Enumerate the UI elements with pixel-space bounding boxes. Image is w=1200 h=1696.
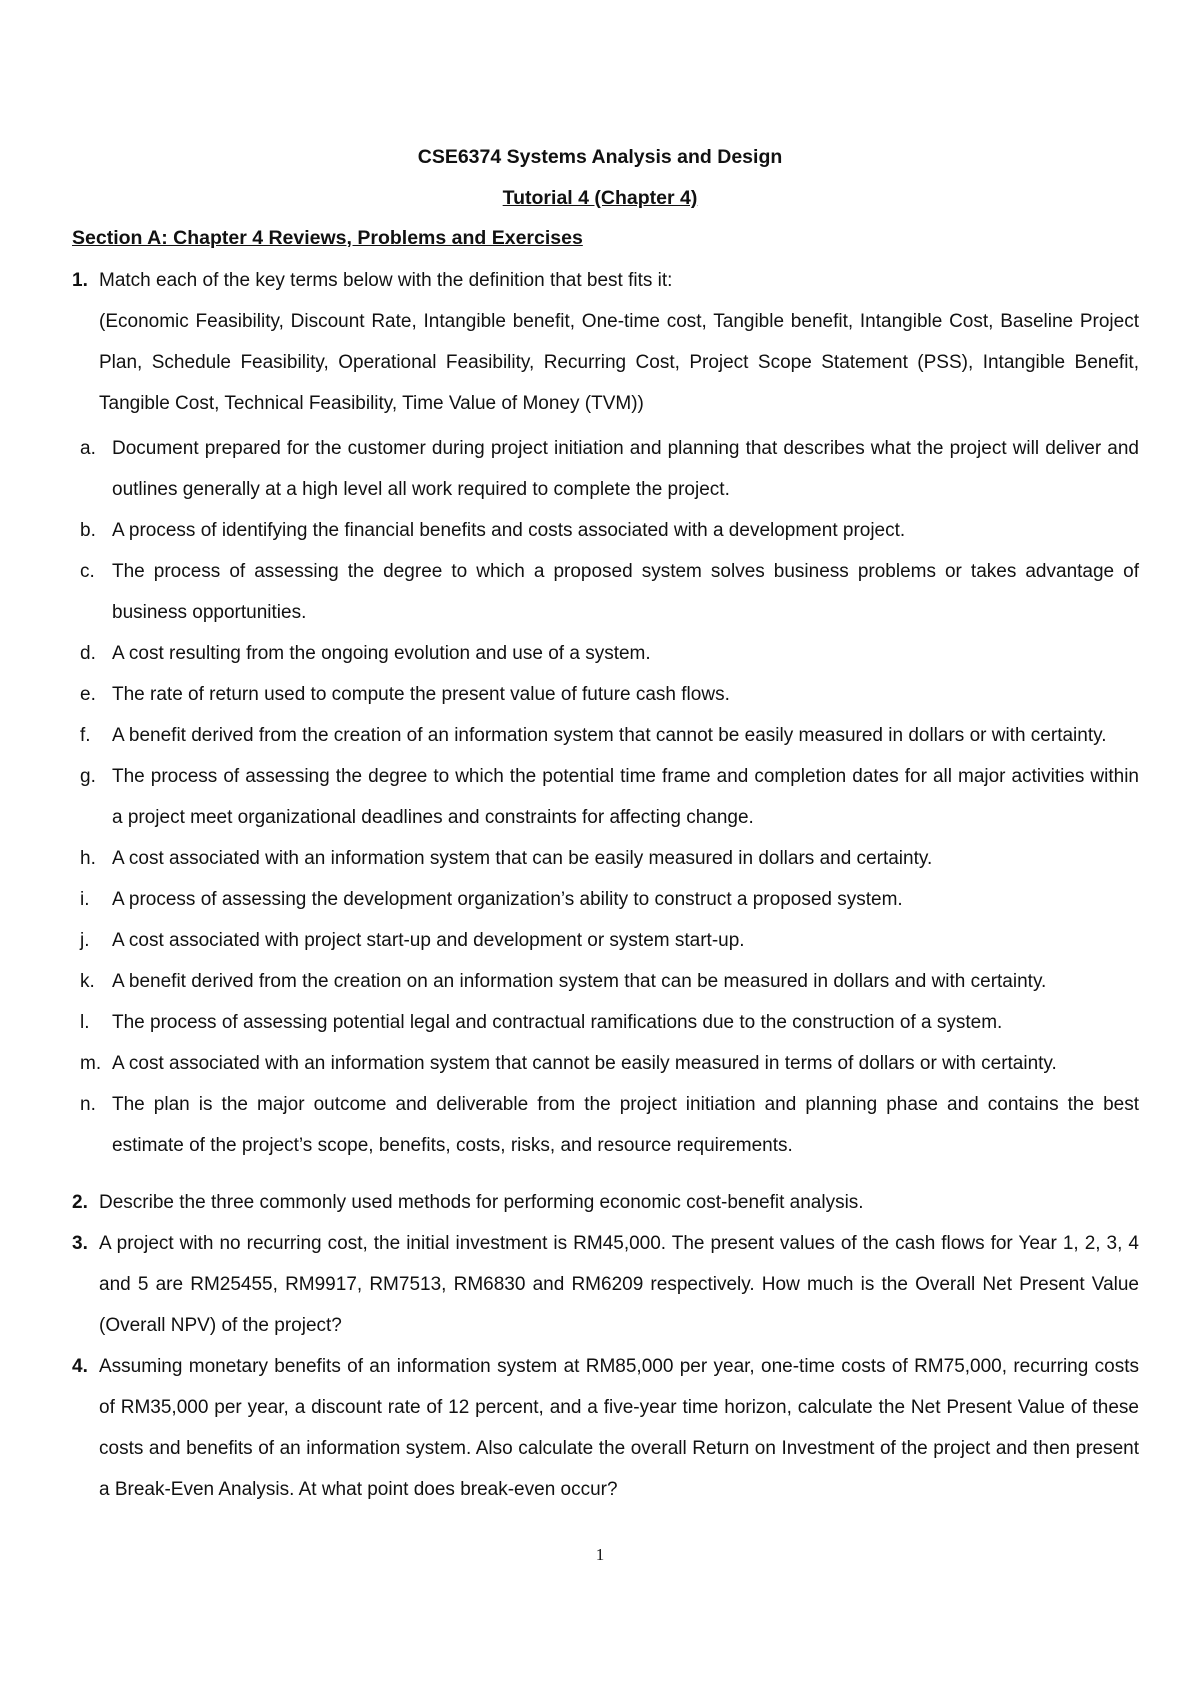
question-2 xyxy=(72,1182,1139,1223)
definition-text: The rate of return used to compute the present value of future cash flows. xyxy=(112,684,730,705)
question-4 xyxy=(72,1346,1139,1510)
definition-text: The process of assessing potential legal and contractual ramifications due to the construction of a system. xyxy=(112,1012,1003,1033)
definition-text: A cost associated with project start-up and development or system start-up. xyxy=(112,930,745,951)
definition-text: A cost associated with an information system that can be easily measured in dollars and certainty. xyxy=(112,848,933,869)
definition-text: A process of assessing the development organization’s ability to construct a proposed system. xyxy=(112,889,903,910)
definition-item xyxy=(72,551,1139,633)
question-number: 3. xyxy=(72,1233,88,1254)
question-3 xyxy=(72,1223,1139,1346)
definition-item xyxy=(72,1043,1139,1084)
definition-label: k. xyxy=(80,971,95,992)
definition-text: A benefit derived from the creation of an information system that cannot be easily measured in dollars or with certainty. xyxy=(112,725,1107,746)
definition-label: d. xyxy=(80,643,96,664)
definition-text: A cost resulting from the ongoing evolution and use of a system. xyxy=(112,643,651,664)
definition-text: A cost associated with an information system that cannot be easily measured in terms of dollars or with certainty. xyxy=(112,1053,1057,1074)
definition-label: h. xyxy=(80,848,96,869)
definition-label: j. xyxy=(80,930,90,951)
definition-item xyxy=(72,510,1139,551)
definition-item xyxy=(72,633,1139,674)
definition-text: A process of identifying the financial benefits and costs associated with a development project. xyxy=(112,520,906,541)
question-number: 1. xyxy=(72,270,88,291)
question-1 xyxy=(72,260,1139,301)
question-text: Describe the three commonly used methods for performing economic cost-benefit analysis. xyxy=(99,1192,864,1213)
key-terms-list: (Economic Feasibility, Discount Rate, Intangible benefit, One-time cost, Tangible benefit, Intangible Cost, Baseline Project Plan, Schedule Feasibility, Operational Feasibility, Recurring Cost, Project Scope Statement (PSS), Intangible Benefit, Tangible Cost, Technical Feasibility, Time Value of Money (TVM)) xyxy=(99,311,1139,414)
definitions-list xyxy=(72,428,1139,1166)
definition-item xyxy=(72,674,1139,715)
definition-text: The process of assessing the degree to which the potential time frame and completion dates for all major activities within a project meet organizational deadlines and constraints for affecting change. xyxy=(112,766,1139,828)
definition-label: l. xyxy=(80,1012,90,1033)
definition-text: A benefit derived from the creation on an information system that can be measured in dollars and with certainty. xyxy=(112,971,1047,992)
definition-item xyxy=(72,756,1139,838)
question-text: A project with no recurring cost, the initial investment is RM45,000. The present values of the cash flows for Year 1, 2, 3, 4 and 5 are RM25455, RM9917, RM7513, RM6830 and RM6209 respectively. How much is the Overall Net Present Value (Overall NPV) of the project? xyxy=(99,1233,1139,1336)
definition-text: The plan is the major outcome and deliverable from the project initiation and planning phase and contains the best estimate of the project’s scope, benefits, costs, risks, and resource requirements. xyxy=(112,1094,1139,1156)
page-number: 1 xyxy=(595,1545,605,1564)
section-heading: Section A: Chapter 4 Reviews, Problems and Exercises xyxy=(72,227,583,249)
definition-label: c. xyxy=(80,561,95,582)
definition-label: a. xyxy=(80,438,96,459)
question-text: Assuming monetary benefits of an information system at RM85,000 per year, one-time costs of RM75,000, recurring costs of RM35,000 per year, a discount rate of 12 percent, and a five-year time horizon, calculate the Net Present Value of these costs and benefits of an information system. Also calculate the overall Return on Investment of the project and then present a Break-Even Analysis. At what point does break-even occur? xyxy=(99,1356,1139,1500)
tutorial-title: Tutorial 4 (Chapter 4) xyxy=(502,187,698,209)
definition-item xyxy=(72,428,1139,510)
definition-label: m. xyxy=(80,1053,102,1074)
definition-item xyxy=(72,879,1139,920)
definition-item xyxy=(72,838,1139,879)
definition-item xyxy=(72,1084,1139,1166)
definition-item xyxy=(72,961,1139,1002)
definition-label: e. xyxy=(80,684,96,705)
definition-label: n. xyxy=(80,1094,96,1115)
definition-label: b. xyxy=(80,520,96,541)
question-number: 4. xyxy=(72,1356,88,1377)
definition-item xyxy=(72,920,1139,961)
definition-text: Document prepared for the customer during project initiation and planning that describes what the project will deliver and outlines generally at a high level all work required to complete the project. xyxy=(112,438,1139,500)
definition-item xyxy=(72,715,1139,756)
definition-label: i. xyxy=(80,889,90,910)
definition-label: f. xyxy=(80,725,91,746)
definition-text: The process of assessing the degree to which a proposed system solves business problems or takes advantage of business opportunities. xyxy=(112,561,1139,623)
question-text: Match each of the key terms below with the definition that best fits it: xyxy=(99,270,673,291)
definition-label: g. xyxy=(80,766,96,787)
definition-item xyxy=(72,1002,1139,1043)
question-number: 2. xyxy=(72,1192,88,1213)
course-title: CSE6374 Systems Analysis and Design xyxy=(417,146,783,168)
